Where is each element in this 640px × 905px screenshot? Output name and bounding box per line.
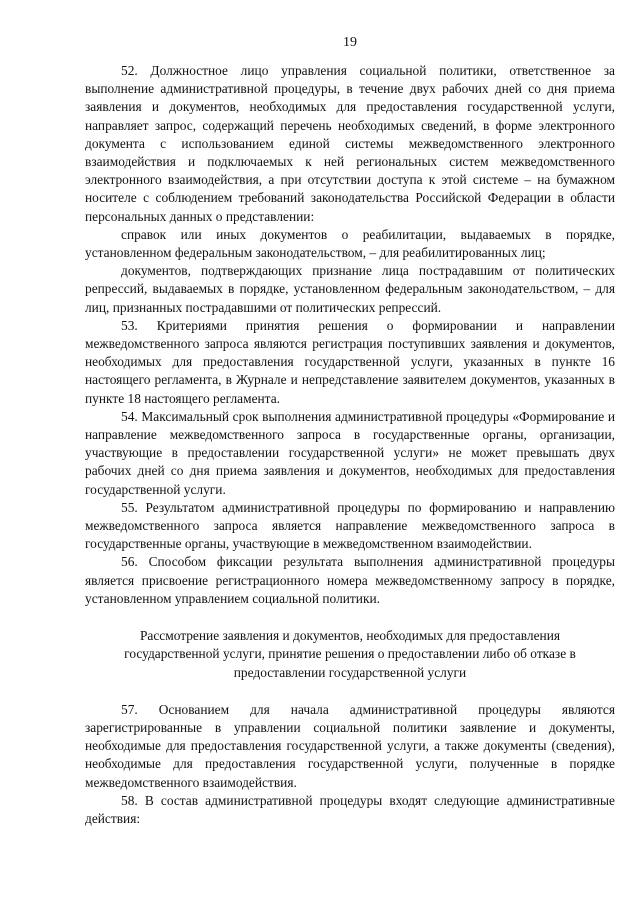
document-page xyxy=(85,34,615,828)
paragraph-54: 54. Максимальный срок выполнения административной процедуры «Формирование и направление межведомственного запроса в государственные органы, организации, участвующие в предоставлении государственной услуги» не может превышать двух рабочих дней со дня приема заявления и документов, необходимых для предоставления государственной услуги. xyxy=(85,408,615,497)
paragraph-52: 52. Должностное лицо управления социальной политики, ответственное за выполнение административной процедуры, в течение двух рабочих дней со дня приема заявления и документов, необходимых для предоставления государственной услуги, направляет запрос, содержащий перечень необходимых сведений, в форме электронного документа с использованием единой системы межведомственного электронного взаимодействия и подключаемых к ней региональных систем межведомственного электронного взаимодействия, а при отсутствии доступа к этой системе – на бумажном носителе с соблюдением требований законодательства Российской Федерации в области персональных данных о представлении: xyxy=(85,63,615,224)
paragraph-53: 53. Критериями принятия решения о формировании и направлении межведомственного запроса являются регистрация поступивших заявления и документов, необходимых для предоставления государственной услуги, указанных в пункте 16 настоящего регламента, в Журнале и непредставление заявителем документов, указанных в пункте 18 настоящего регламента. xyxy=(85,317,615,406)
paragraph-58: 58. В состав административной процедуры входят следующие административные действия: xyxy=(85,792,615,826)
paragraph-57: 57. Основанием для начала административной процедуры являются зарегистрированные в управлении социальной политики заявление и документы, необходимые для предоставления государственной услуги, а также документы (сведения), необходимые для предоставления государственной услуги, полученные в порядке межведомственного взаимодействия. xyxy=(85,701,615,790)
paragraph-52-item-victims: документов, подтверждающих признание лица пострадавшим от политических репрессий, выдаваемых в порядке, установленном федеральным законодательством, – для лиц, признанных пострадавшими от политических репрессий. xyxy=(85,263,615,315)
paragraph-55: 55. Результатом административной процедуры по формированию и направлению межведомственного запроса является направление межведомственного запроса в государственные органы, участвующие в межведомственном взаимодействии. xyxy=(85,499,615,552)
page-number: 19 xyxy=(343,35,357,50)
section-title: Рассмотрение заявления и документов, необходимых для предоставления государственной услуги, принятие решения о предоставлении либо об отказе в предоставлении государственной услуги xyxy=(124,628,576,680)
paragraph-52-item-rehabilitation: справок или иных документов о реабилитации, выдаваемых в порядке, установленном федеральным законодательством, – для реабилитированных лиц; xyxy=(85,226,615,261)
paragraph-56: 56. Способом фиксации результата выполнения административной процедуры является присвоение регистрационного номера межведомственному запросу в порядке, установленном управлением социальной политики. xyxy=(85,554,615,606)
